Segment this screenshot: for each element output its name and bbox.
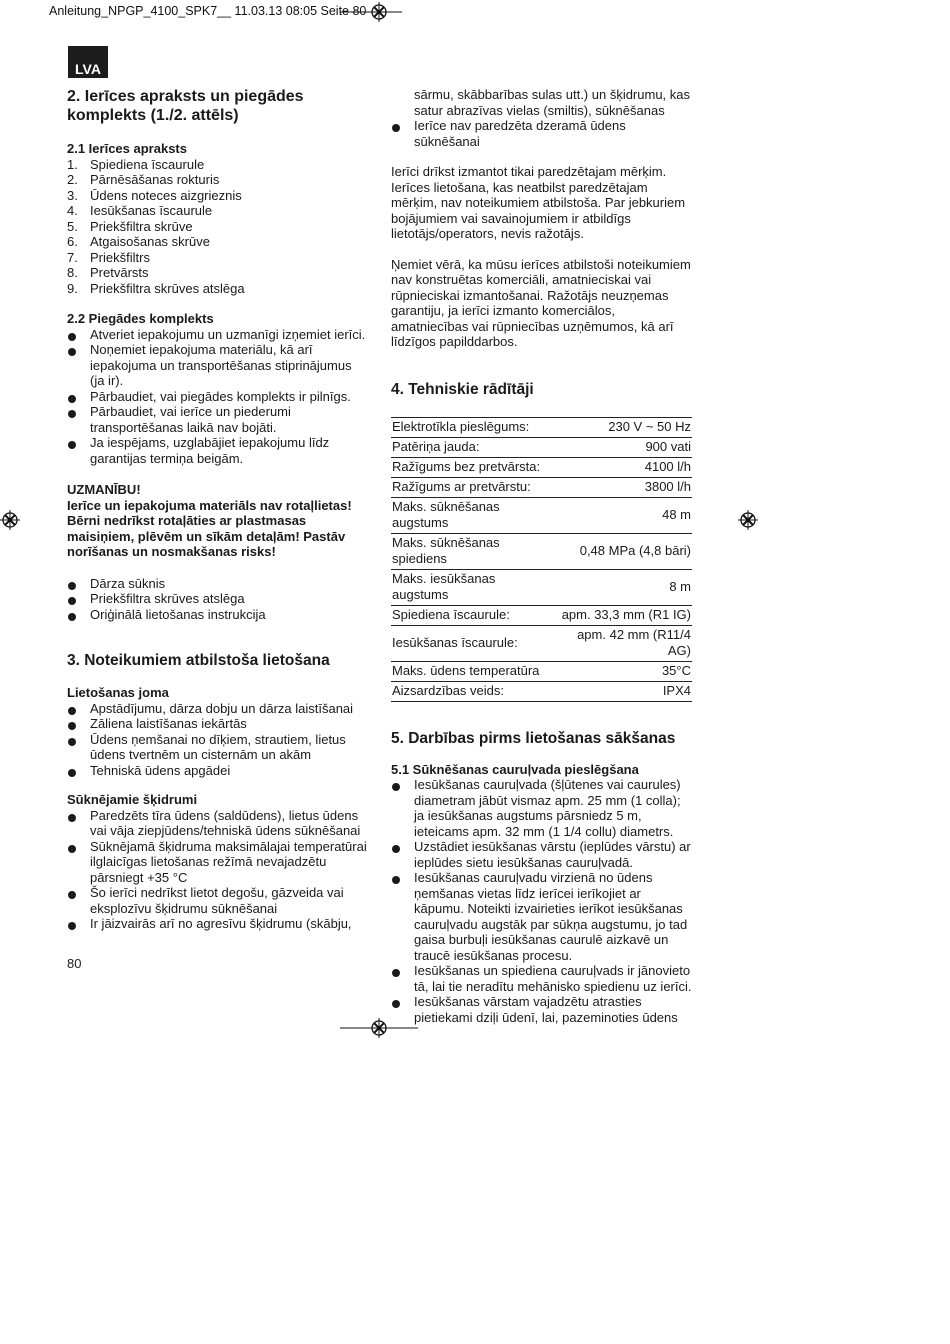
part-item <box>67 250 367 266</box>
bullet-icon <box>67 885 90 916</box>
spec-row <box>391 681 692 701</box>
part-number: 6. <box>67 234 78 249</box>
fluids-heading: Sūknējamie šķidrumi <box>67 792 198 807</box>
bullet-icon <box>67 732 90 763</box>
part-name: Atgaisošanas skrūve <box>90 234 210 249</box>
supplied-item <box>67 607 367 623</box>
part-number: 2. <box>67 172 78 187</box>
spec-label: Maks. sūknēšanas augstums <box>391 497 556 533</box>
section-5-title: 5. Darbības pirms lietošanas sākšanas <box>391 729 676 747</box>
restriction-item-text: Ierīce nav paredzēta dzeramā ūdens sūknēšanai <box>414 118 626 149</box>
delivery-step <box>67 389 367 405</box>
part-name: Iesūkšanas īscaurule <box>90 203 213 218</box>
part-item <box>67 203 367 219</box>
part-name: Priekšfiltrs <box>90 249 150 265</box>
part-number: 3. <box>67 187 78 203</box>
technical-data-table <box>391 417 692 702</box>
section-2-1-heading: 2.1 Ierīces apraksts <box>67 141 187 156</box>
spec-row <box>391 569 692 605</box>
use-item <box>67 701 367 717</box>
crop-line <box>340 1027 418 1029</box>
bullet-icon <box>67 607 90 623</box>
bullet-icon <box>67 808 90 839</box>
supplied-item-text: Priekšfiltra skrūves atslēga <box>90 591 245 606</box>
continued-text-body: sārmu, skābbarības sulas utt.) un šķidrumu, kas satur abrazīvas vielas (smiltis), sūknēšanas <box>414 87 691 118</box>
fluid-item <box>67 839 367 886</box>
left-column <box>67 87 367 932</box>
print-header: Anleitung_NPGP_4100_SPK7__ 11.03.13 08:05 Seite 80 <box>49 4 367 18</box>
spec-value: 4100 l/h <box>556 457 692 477</box>
delivery-step-text: Ja iespējams, uzglabājiet iepakojumu līdz garantijas termiņa beigām. <box>90 435 330 466</box>
bullet-icon <box>67 342 90 389</box>
section-2-2-heading: 2.2 Piegādes komplekts <box>67 311 214 326</box>
spec-row <box>391 497 692 533</box>
use-heading: Lietošanas joma <box>67 685 169 700</box>
connection-step-text: Iesūkšanas vārstam vajadzētu atrasties pietiekami dziļi ūdenī, lai, pazeminoties ūdens <box>414 994 678 1025</box>
spec-label: Aizsardzības veids: <box>391 681 556 701</box>
spec-label: Elektrotīkla pieslēgums: <box>391 417 556 437</box>
part-name: Priekšfiltra skrūves atslēga <box>90 280 245 296</box>
paragraph-intended-use: Ierīci drīkst izmantot tikai paredzētajam mērķim. Ierīces lietošana, kas neatbilst paredzētajam mērķim, nav noteikumiem atbilstoša. Par jebkuriem bojājumiem vai savainojumiem ir atbildīgs lietotājs/operators, nevis ražotājs. <box>391 164 686 241</box>
bullet-icon <box>67 701 90 717</box>
spec-label: Patēriņa jauda: <box>391 437 556 457</box>
registration-mark-icon <box>738 510 758 530</box>
section-4-title: 4. Tehniskie rādītāji <box>391 380 534 398</box>
part-item <box>67 234 367 250</box>
bullet-icon <box>67 327 90 343</box>
section-3-title: 3. Noteikumiem atbilstoša lietošana <box>67 652 330 669</box>
part-item <box>67 157 367 173</box>
registration-mark-icon <box>0 510 20 530</box>
fluid-item-text: Paredzēts tīra ūdens (saldūdens), lietus ūdens vai vāja ziepjūdens/tehniskā ūdens sūknēšanai <box>90 807 361 838</box>
part-number: 7. <box>67 249 78 265</box>
connection-steps-list <box>391 777 693 1025</box>
bullet-icon <box>67 435 90 466</box>
spec-row <box>391 437 692 457</box>
delivery-steps-list <box>67 327 367 467</box>
bullet-icon <box>391 839 414 870</box>
warning-title: UZMANĪBU! <box>67 482 141 497</box>
page-number: 80 <box>67 956 82 971</box>
part-number: 5. <box>67 218 78 234</box>
fluid-item-text: Sūknējamā šķidruma maksimālajai temperatūrai ilglaicīgas lietošanas režīmā nevajadzētu pārsniegt +35 °C <box>90 838 367 885</box>
use-item-text: Apstādījumu, dārza dobju un dārza laistīšanai <box>90 700 354 716</box>
part-name: Spiediena īscaurule <box>90 156 205 172</box>
supplied-item <box>67 591 367 607</box>
spec-row <box>391 457 692 477</box>
spec-label: Ražīgums bez pretvārsta: <box>391 457 556 477</box>
bullet-icon <box>391 870 414 963</box>
bullet-icon <box>67 404 90 435</box>
part-item <box>67 281 367 297</box>
spec-value: 0,48 MPa (4,8 bāri) <box>556 533 692 569</box>
spec-value: 35°C <box>556 661 692 681</box>
fluid-item <box>67 808 367 839</box>
connection-step <box>391 870 693 963</box>
spec-value: apm. 42 mm (R11/4 AG) <box>556 625 692 661</box>
use-item <box>67 716 367 732</box>
spec-label: Spiediena īscaurule: <box>391 605 556 625</box>
fluid-item-text: Ir jāizvairās arī no agresīvu šķidrumu (skābju, <box>90 916 352 931</box>
part-name: Priekšfiltra skrūve <box>90 218 193 234</box>
delivery-step-text: Atveriet iepakojumu un uzmanīgi izņemiet ierīci. <box>90 326 366 342</box>
spec-value: 230 V ~ 50 Hz <box>556 417 692 437</box>
use-item <box>67 732 367 763</box>
part-item <box>67 188 367 204</box>
bullet-icon <box>391 118 414 149</box>
connection-step <box>391 963 693 994</box>
delivery-step-text: Pārbaudiet, vai ierīce un piederumi transportēšanas laikā nav bojāti. <box>90 404 291 435</box>
delivery-step <box>67 342 367 389</box>
use-list <box>67 701 367 779</box>
restriction-item <box>391 118 693 149</box>
bullet-icon <box>67 591 90 607</box>
bullet-icon <box>67 389 90 405</box>
language-badge: LVA <box>68 46 108 78</box>
part-item <box>67 172 367 188</box>
part-name: Pārnēsāšanas rokturis <box>90 172 220 187</box>
delivery-step-text: Pārbaudiet, vai piegādes komplekts ir pilnīgs. <box>90 388 351 404</box>
part-name: Pretvārsts <box>90 265 149 280</box>
supplied-item-text: Dārza sūknis <box>90 575 166 591</box>
fluid-item <box>67 885 367 916</box>
right-column <box>391 87 693 1025</box>
part-number: 9. <box>67 280 78 296</box>
supplied-items-list <box>67 576 367 623</box>
bullet-icon <box>391 777 414 839</box>
part-item <box>67 265 367 281</box>
spec-row <box>391 625 692 661</box>
part-item <box>67 219 367 235</box>
bullet-icon <box>67 763 90 779</box>
spec-value: 3800 l/h <box>556 477 692 497</box>
continued-list <box>391 118 693 149</box>
delivery-step-text: Noņemiet iepakojuma materiālu, kā arī iepakojuma un transportēšanas stiprinājumus (ja ir). <box>90 342 352 388</box>
spec-value: apm. 33,3 mm (R1 IG) <box>556 605 692 625</box>
delivery-step <box>67 435 367 466</box>
part-number: 8. <box>67 265 78 280</box>
part-number: 1. <box>67 156 78 172</box>
part-name: Ūdens noteces aizgrieznis <box>90 187 242 203</box>
use-item <box>67 763 367 779</box>
bullet-icon <box>67 839 90 886</box>
paragraph-commercial-use: Ņemiet vērā, ka mūsu ierīces atbilstoši noteikumiem nav konstruētas komerciāli, amatnieciskai vai rūpnieciskai izmantošanai. Ražotājs neuzņemas garantiju, ja ierīci izmanto komerciālos, amatniecības vai rūpniecības uzņēmumos, kā arī līdzīgos papilddarbos. <box>391 256 691 349</box>
bullet-icon <box>67 916 90 932</box>
spec-label: Iesūkšanas īscaurule: <box>391 625 556 661</box>
spec-label: Maks. sūknēšanas spiediens <box>391 533 556 569</box>
spec-row <box>391 661 692 681</box>
delivery-step <box>67 404 367 435</box>
spec-row <box>391 417 692 437</box>
use-item-text: Zāliena laistīšanas iekārtās <box>90 716 247 731</box>
spec-label: Ražīgums ar pretvārstu: <box>391 477 556 497</box>
connection-step-text: Uzstādiet iesūkšanas vārstu (ieplūdes vārstu) ar ieplūdes sietu iesūkšanas cauruļvadā. <box>414 839 691 870</box>
connection-step-text: Iesūkšanas un spiediena cauruļvads ir jānovieto tā, lai tie neradītu mehānisko spiedienu uz ierīci. <box>414 963 692 994</box>
connection-step <box>391 994 693 1025</box>
continued-text <box>391 87 693 118</box>
connection-step-text: Iesūkšanas cauruļvadu virzienā no ūdens ņemšanas vietas līdz ierīcei ierīkojiet ar kāpumu. Noteikti izvairieties ierīkot iesūkšanas cauruļvadu augstāk par sūkņa augstumu, jo tad gaisa burbuļi iesūkšanas caurulē aizkavē un traucē iesūkšanas procesu. <box>414 870 688 963</box>
connection-step <box>391 839 693 870</box>
part-number: 4. <box>67 203 78 218</box>
fluid-item <box>67 916 367 932</box>
connection-step-text: Iesūkšanas cauruļvada (šļūtenes vai caurules) diametram jābūt vismaz apm. 25 mm (1 colla); ja iesūkšanas augstums pārsniedz 5 m, ieteicams apm. 32 mm (1 1/4 collu) diametrs. <box>414 777 681 839</box>
delivery-step <box>67 327 367 343</box>
connection-step <box>391 777 693 839</box>
bullet-icon <box>391 994 414 1025</box>
use-item-text: Ūdens ņemšanai no dīķiem, strautiem, lietus ūdens tvertnēm un cisternām un akām <box>90 731 346 762</box>
section-5-1-heading: 5.1 Sūknēšanas cauruļvada pieslēgšana <box>391 761 639 777</box>
section-2-title: 2. Ierīces apraksts un piegādes komplekts (1./2. attēls) <box>67 88 304 124</box>
fluid-item-text: Šo ierīci nedrīkst lietot degošu, gāzveida vai eksplozīvu šķidrumu sūknēšanai <box>90 885 344 916</box>
supplied-item <box>67 576 367 592</box>
spec-label: Maks. iesūkšanas augstums <box>391 569 556 605</box>
spec-value: 48 m <box>556 497 692 533</box>
fluids-list <box>67 808 367 932</box>
supplied-item-text: Oriģinālā lietošanas instrukcija <box>90 606 266 622</box>
spec-value: 8 m <box>556 569 692 605</box>
spec-row <box>391 477 692 497</box>
bullet-icon <box>67 576 90 592</box>
spec-row <box>391 533 692 569</box>
use-item-text: Tehniskā ūdens apgādei <box>90 762 231 778</box>
spec-row <box>391 605 692 625</box>
spec-value: 900 vati <box>556 437 692 457</box>
spec-label: Maks. ūdens temperatūra <box>391 661 556 681</box>
spec-value: IPX4 <box>556 681 692 701</box>
bullet-icon <box>391 963 414 994</box>
parts-list <box>67 157 367 297</box>
bullet-icon <box>67 716 90 732</box>
warning-text: Ierīce un iepakojuma materiāls nav rotaļlietas! Bērni nedrīkst rotaļāties ar plastmasas maisiņiem, plēvēm un sīkām detaļām! Pastāv norīšanas un nosmakšanas risks! <box>67 497 352 559</box>
